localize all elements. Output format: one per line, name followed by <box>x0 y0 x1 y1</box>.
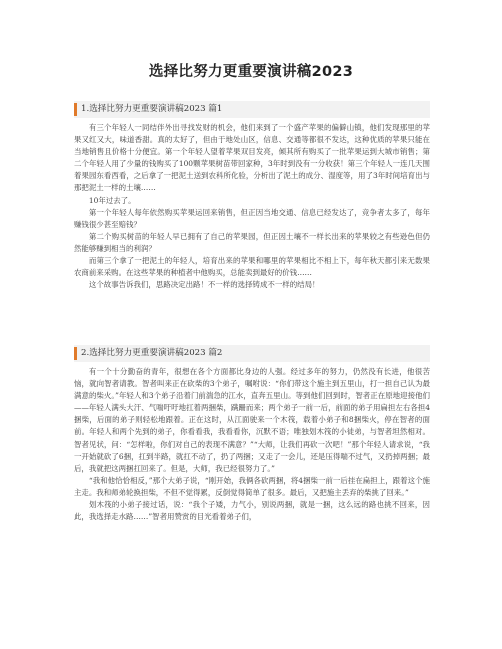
section-body <box>74 366 430 523</box>
paragraph: “我和他恰恰相反，”那个大弟子说，“刚开始，我俩各砍两捆，将4捆柴一前一后挂在扁担上，跟着这个施主走。我和师弟轮换担柴，不但不觉得累，反倒觉得简单了很多。最后，又把施主丢弃的柴挑了回来。” <box>74 475 430 497</box>
paragraph: 第二个购买树苗的年轻人早已拥有了自己的苹果园，但正因土壤不一样长出来的苹果较之有些逊色但仍然能够赚到相当的利润？ <box>74 231 430 253</box>
paragraph: 10年过去了。 <box>88 195 136 205</box>
paragraph: 划木筏的小弟子接过话，说：“我个子矮，力气小，别说两捆，就是一捆，这么远的路也挑不回来，因此，我选择走水路……”智者用赞赏的目光看着弟子们， <box>74 500 430 522</box>
paragraph: 有三个年轻人一同结伴外出寻找发财的机会，他们来到了一个盛产苹果的偏僻山镇，他们发现那里的苹果又红又大，味道香甜。真的太好了，但由于地处山区，信息、交通等都很不发达，这种优质的苹果只能在当地销售且价格十分便宜。第一个年轻人望着苹果双目发亮，倾其所有购买了一批苹果运到大城市销售；第二个年轻人用了少量的钱购买了100颗苹果树苗带回家种，3年时到没有一分收获！第三个年轻人一连几天围着果园东看西看，之后拿了一把泥土送到农科所化验，分析出了泥土的成分、湿度等，用了3年时间培育出与那把泥土一样的土壤…… <box>74 123 430 193</box>
section-1 <box>74 101 430 291</box>
paragraph: 第一个年轻人每年依然购买苹果运回来销售，但正因当地交通、信息已经发达了，竞争者太多了，每年赚钱很少甚至赔钱？ <box>74 207 430 229</box>
paragraph: 而第三个拿了一把泥土的年轻人，培育出来的苹果和哪里的苹果相比不相上下，每年秋天都引来无数果农商前来采购。在这些苹果的种植者中他购买，总能卖到最好的价钱…… <box>74 256 430 278</box>
paragraph: 这个故事告诉我们，思路决定出路！不一样的选择铸成不一样的结局！ <box>88 280 320 290</box>
section-heading: 2.选择比努力更重要演讲稿2023 篇2 <box>74 345 430 362</box>
section-heading: 1.选择比努力更重要演讲稿2023 篇1 <box>74 101 430 118</box>
document-title: 选择比努力更重要演讲稿2023 <box>148 64 354 80</box>
section-2 <box>74 345 430 523</box>
section-body <box>74 122 430 291</box>
paragraph: 有一个十分勤奋的青年，很想在各个方面都比身边的人强。经过多年的努力，仍然没有长进，他很苦恼，就向智者请教。智者叫来正在砍柴的3个弟子，嘱咐说：“你们带这个施主到五里山，打一担自己认为最满意的柴火。”年轻人和3个弟子沿着门前湍急的江水，直奔五里山。等到他们回到时，智者正在原地迎接他们——年轻人满头大汗、气喘吁吁地扛着两捆柴，蹒跚而来；两个弟子一前一后，前面的弟子用扁担左右各担4捆柴，后面的弟子则轻松地跟着。正在这时，从江面驶来一个木筏，载着小弟子和8捆柴火，停在智者的面前。年轻人和两个先到的弟子，你看看我，我看看你，沉默不语；唯独划木筏的小徒弟，与智者坦然相对。智者见状，问：“怎样啦，你们对自己的表现不满意？”“大师，让我们再砍一次吧！”那个年轻人请求说，“我一开始就砍了6捆，扛到半路，就扛不动了，扔了两捆；又走了一会儿，还是压得喘不过气，又扔掉两捆；最后，我就把这两捆扛回来了。但是，大师，我已经很努力了。” <box>74 367 430 473</box>
